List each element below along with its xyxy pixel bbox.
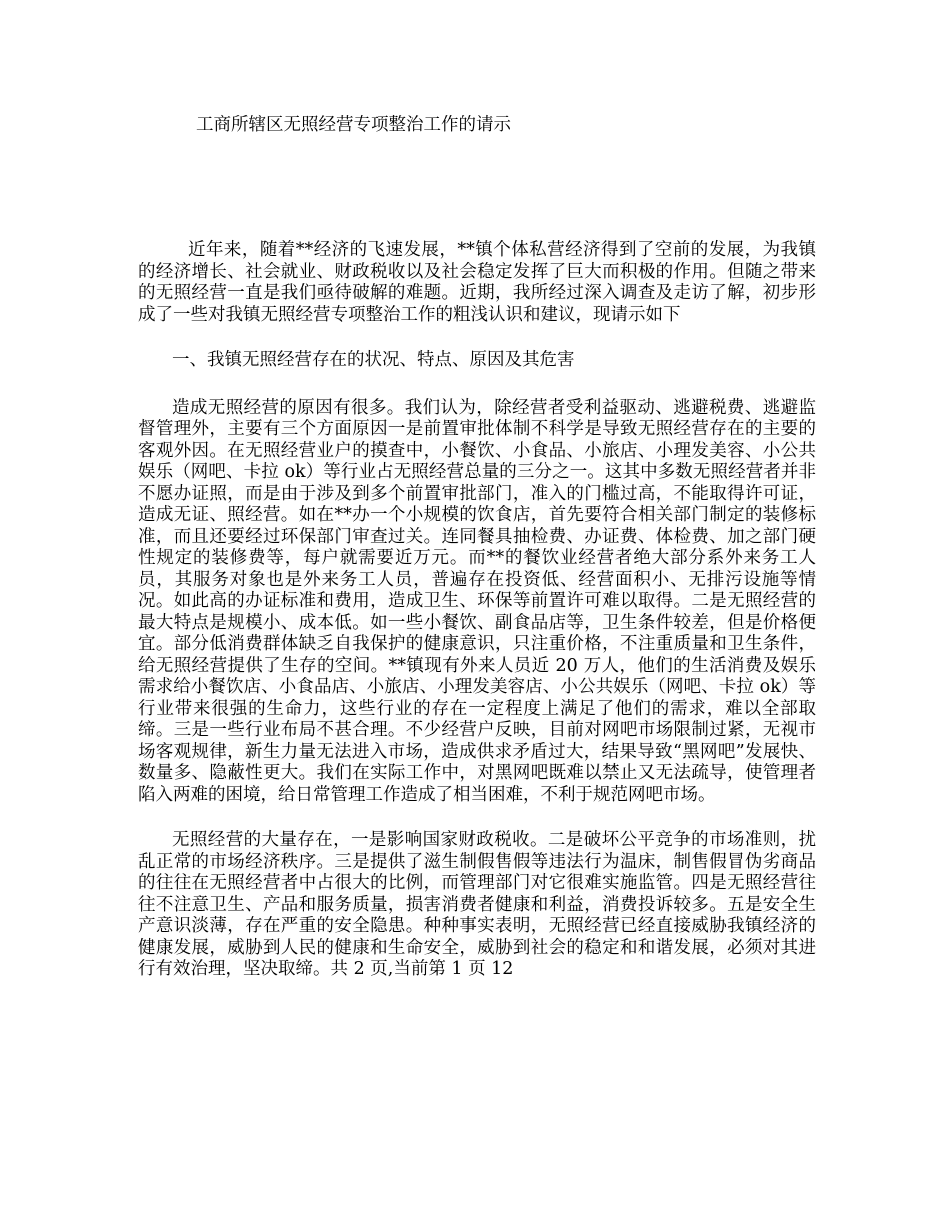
intro-paragraph: 近年来，随着**经济的飞速发展，**镇个体私营经济得到了空前的发展，为我镇的经济增长、社会就业、财政税收以及社会稳定发挥了巨大而积极的作用。但随之带来的无照经营一直是我们亟待破解的难题。近期，我所经过深入调查及走访了解，初步形成了一些对我镇无照经营专项整治工作的粗浅认识和建议，现请示如下	[138, 240, 816, 325]
causes-paragraph: 造成无照经营的原因有很多。我们认为，除经营者受利益驱动、逃避税费、逃避监督管理外，主要有三个方面原因一是前置审批体制不科学是导致无照经营存在的主要的客观外因。在无照经营业户的摸查中，小餐饮、小食品、小旅店、小理发美容、小公共娱乐（网吧、卡拉 ok）等行业占无照经营总量的三分之一。这其中多数无照经营者并非不愿办证照，而是由于涉及到多个前置审批部门，准入的门槛过高，不能取得许可证，造成无证、照经营。如在**办一个小规模的饮食店，首先要符合相关部门制定的装修标准，而且还要经过环保部门审查过关。连同餐具抽检费、办证费、体检费、加之部门硬性规定的装修费等，每户就需要近万元。而**的餐饮业经营者绝大部分系外来务工人员，其服务对象也是外来务工人员，普遍存在投资低、经营面积小、无排污设施等情况。如此高的办证标准和费用，造成卫生、环保等前置许可难以取得。二是无照经营的最大特点是规模小、成本低。如一些小餐饮、副食品店等，卫生条件较差，但是价格便宜。部分低消费群体缺乏自我保护的健康意识，只注重价格，不注重质量和卫生条件，给无照经营提供了生存的空间。**镇现有外来人员近 20 万人，他们的生活消费及娱乐需求给小餐饮店、小食品店、小旅店、小理发美容店、小公共娱乐（网吧、卡拉 ok）等行业带来很强的生命力，这些行业的存在一定程度上满足了他们的需求，难以全部取缔。三是一些行业布局不甚合理。不少经营户反映，目前对网吧市场限制过紧，无视市场客观规律，新生力量无法进入市场，造成供求矛盾过大，结果导致“黑网吧”发展快、数量多、隐蔽性更大。我们在实际工作中，对黑网吧既难以禁止又无法疏导，使管理者陷入两难的困境，给日常管理工作造成了相当困难，不利于规范网吧市场。	[138, 397, 816, 805]
harms-paragraph	[138, 830, 816, 981]
spacer	[138, 372, 816, 398]
section-heading: 一、我镇无照经营存在的状况、特点、原因及其危害	[172, 350, 575, 370]
spacer	[138, 326, 816, 350]
page-indicator: 共 2 页,当前第 1 页 12	[330, 959, 514, 979]
spacer	[138, 806, 816, 830]
document-title: 工商所辖区无照经营专项整治工作的请示	[196, 115, 511, 135]
harms-text: 无照经营的大量存在，一是影响国家财政税收。二是破坏公平竞争的市场准则，扰乱正常的市场经济秩序。三是提供了滋生制假售假等违法行为温床，制售假冒伪劣商品的往往在无照经营者中占很大的比例，而管理部门对它很难实施监管。四是无照经营往往不注意卫生、产品和服务质量，损害消费者健康和利益，消费投诉较多。五是安全生产意识淡薄，存在严重的安全隐患。种种事实表明，无照经营已经直接威胁我镇经济的健康发展，威胁到人民的健康和生命安全，威胁到社会的稳定和和谐发展，必须对其进行有效治理，坚决取缔。	[138, 830, 816, 979]
document-body	[138, 240, 816, 981]
